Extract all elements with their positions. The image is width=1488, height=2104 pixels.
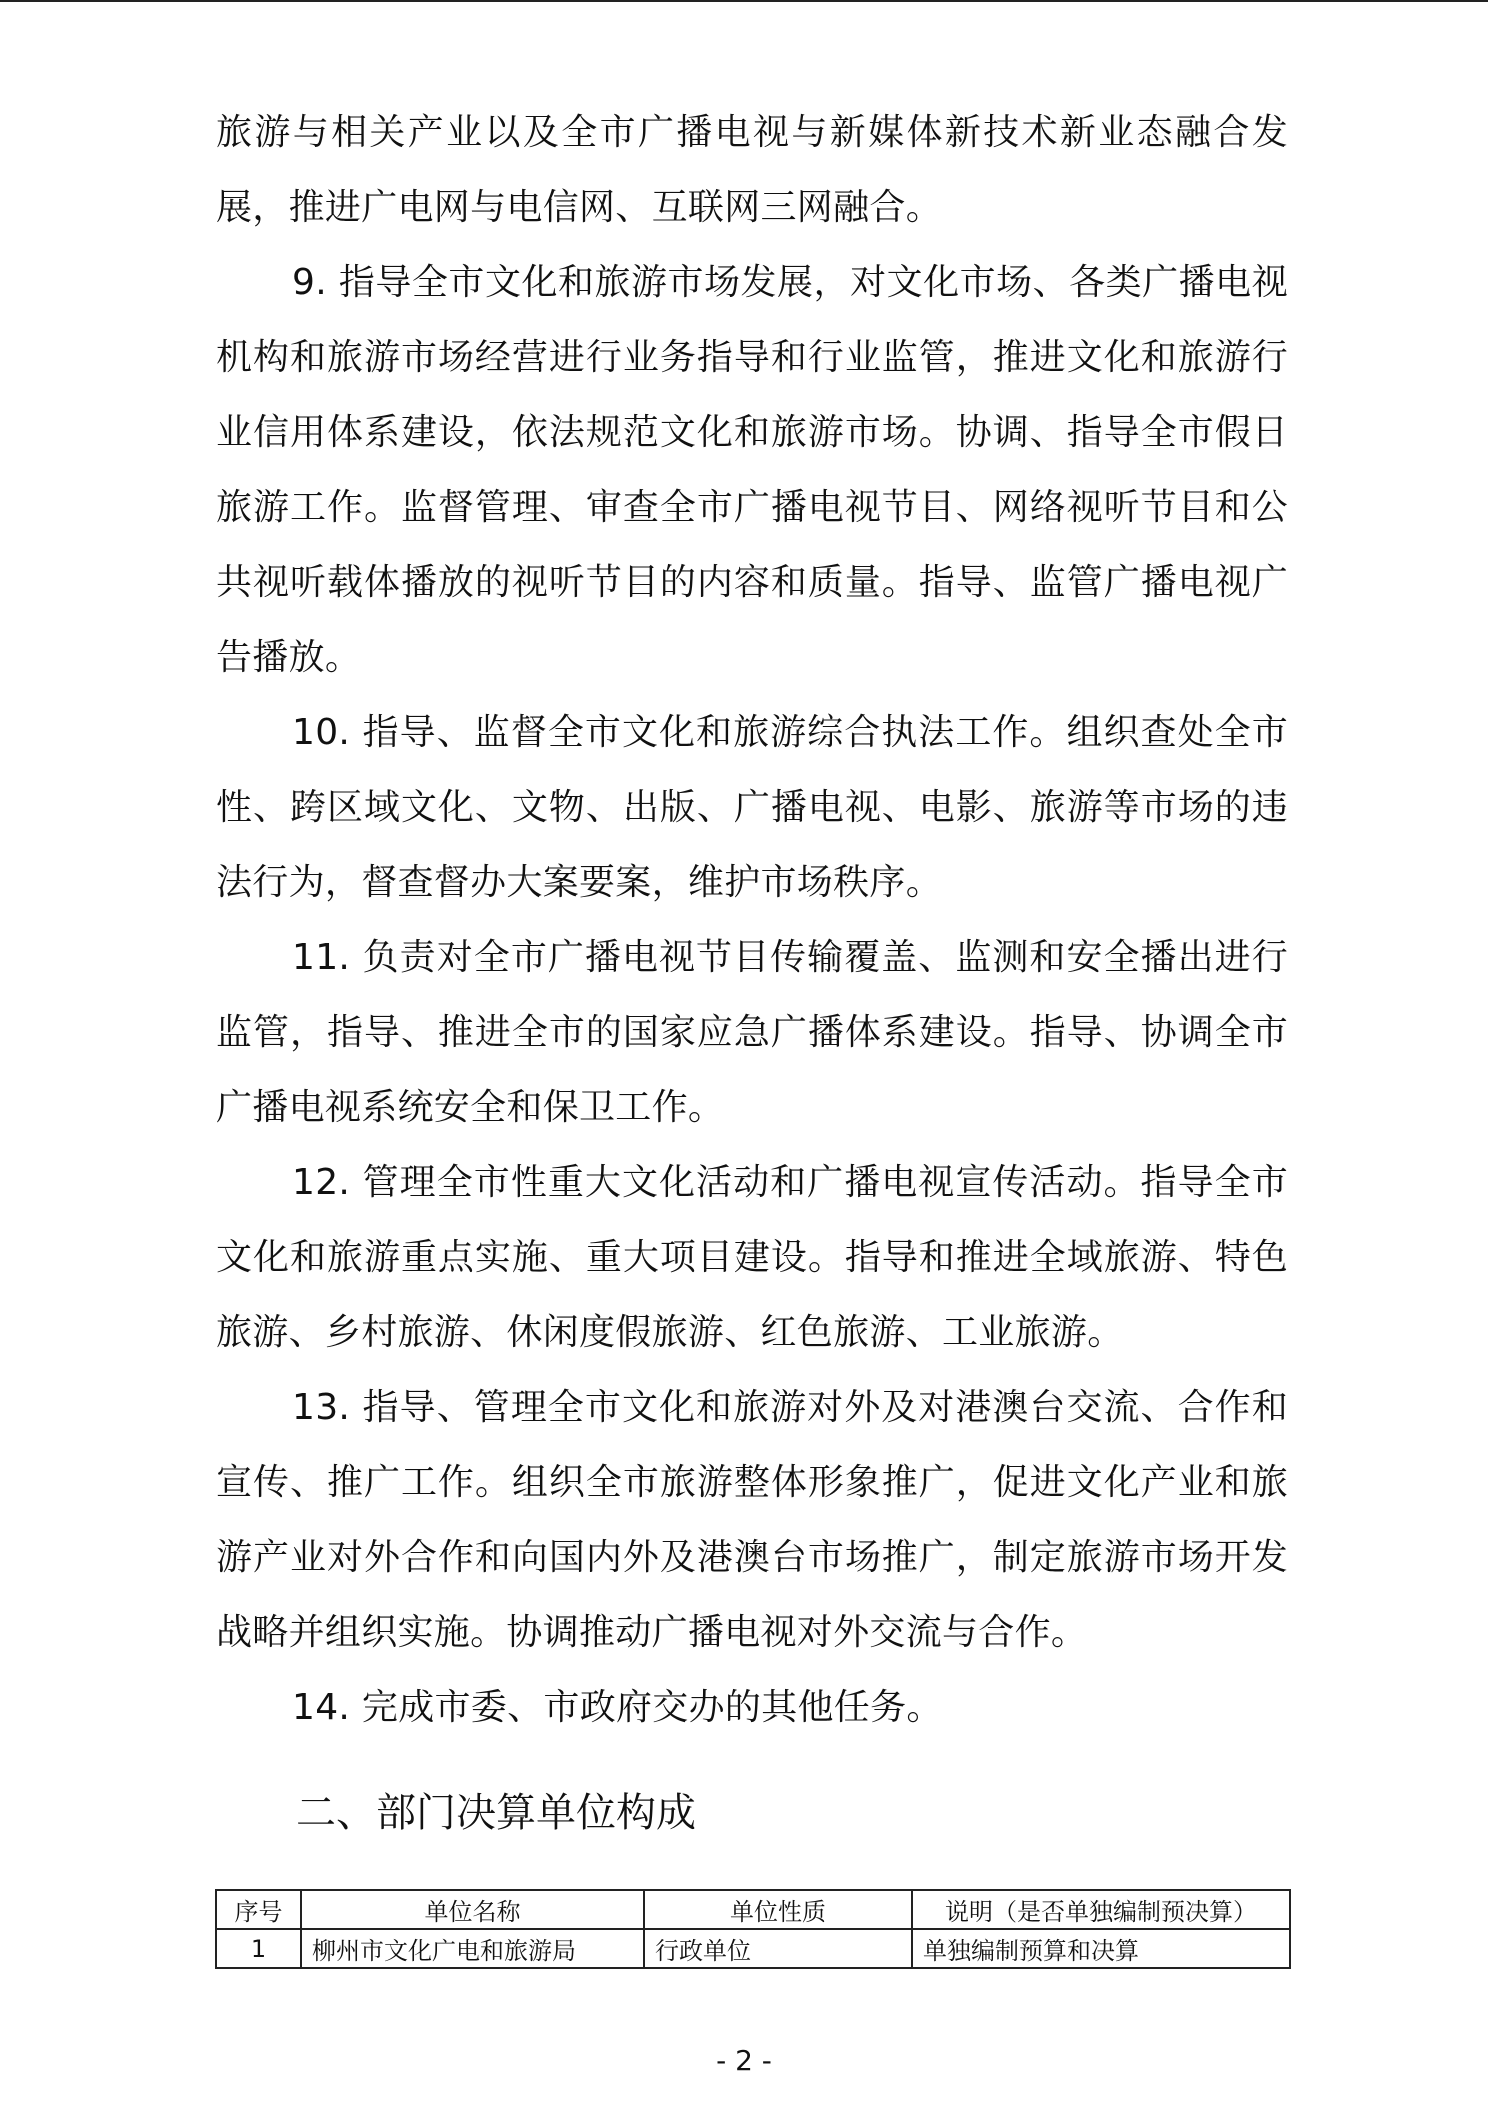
section-heading: 二、部门决算单位构成 bbox=[296, 1790, 696, 1836]
table-cell-unit-type: 行政单位 bbox=[644, 1929, 912, 1968]
paragraph-item-10: 10. 指导、监督全市文化和旅游综合执法工作。组织查处全市性、跨区域文化、文物、出版、广播电视、电影、旅游等市场的违法行为，督查督办大案要案，维护市场秩序。 bbox=[216, 712, 1288, 903]
page-number: - 2 - bbox=[716, 2044, 772, 2077]
table-row bbox=[216, 1929, 1290, 1968]
paragraph-item-12: 12. 管理全市性重大文化活动和广播电视宣传活动。指导全市文化和旅游重点实施、重大项目建设。指导和推进全域旅游、特色旅游、乡村旅游、休闲度假旅游、红色旅游、工业旅游。 bbox=[216, 1162, 1288, 1353]
paragraph-item-14: 14. 完成市委、市政府交办的其他任务。 bbox=[292, 1687, 943, 1728]
paragraph-item-9: 9. 指导全市文化和旅游市场发展，对文化市场、各类广播电视机构和旅游市场经营进行业务指导和行业监管，推进文化和旅游行业信用体系建设，依法规范文化和旅游市场。协调、指导全市假日旅游工作。监督管理、审查全市广播电视节目、网络视听节目和公共视听载体播放的视听节目的内容和质量。指导、监管广播电视广告播放。 bbox=[216, 262, 1288, 678]
table-cell-unit-name: 柳州市文化广电和旅游局 bbox=[301, 1929, 644, 1968]
table-header-row bbox=[216, 1890, 1290, 1929]
table-header-cell: 序号 bbox=[216, 1890, 301, 1929]
paragraph-item-11: 11. 负责对全市广播电视节目传输覆盖、监测和安全播出进行监管，指导、推进全市的国家应急广播体系建设。指导、协调全市广播电视系统安全和保卫工作。 bbox=[216, 937, 1288, 1128]
table-header-cell: 单位名称 bbox=[301, 1890, 644, 1929]
paragraph-continuation: 旅游与相关产业以及全市广播电视与新媒体新技术新业态融合发展，推进广电网与电信网、互联网三网融合。 bbox=[216, 112, 1288, 228]
table-header-cell: 说明（是否单独编制预决算） bbox=[912, 1890, 1290, 1929]
top-border-line bbox=[0, 0, 1488, 2]
table-cell-note: 单独编制预算和决算 bbox=[912, 1929, 1290, 1968]
table-cell-number: 1 bbox=[216, 1929, 301, 1968]
unit-composition-table bbox=[215, 1889, 1291, 1969]
document-body bbox=[216, 95, 1288, 1843]
paragraph-item-13: 13. 指导、管理全市文化和旅游对外及对港澳台交流、合作和宣传、推广工作。组织全市旅游整体形象推广，促进文化产业和旅游产业对外合作和向国内外及港澳台市场推广，制定旅游市场开发战略并组织实施。协调推动广播电视对外交流与合作。 bbox=[216, 1387, 1288, 1653]
table-header-cell: 单位性质 bbox=[644, 1890, 912, 1929]
